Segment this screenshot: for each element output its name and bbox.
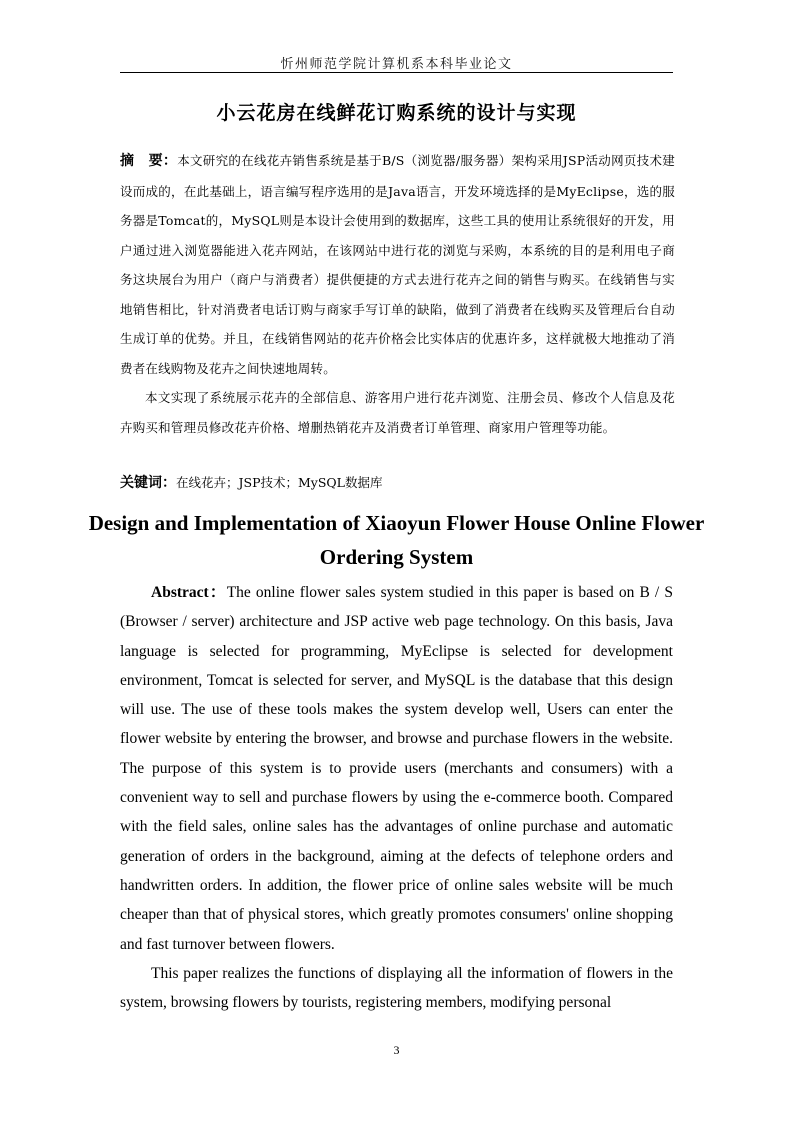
english-abstract-paragraph-2: This paper realizes the functions of displaying all the information of flowers in the system, browsing flowers by tourists, registering members, modifying personal bbox=[120, 964, 673, 1012]
chinese-abstract-paragraph-1 bbox=[120, 146, 675, 383]
keywords-label: 关键词： bbox=[120, 475, 176, 491]
english-abstract-text-1: The online flower sales system studied in this paper is based on B / S (Browser / server) architecture and JSP active web page technology. On this basis, Java language is selected for programming, MyEclipse is selected for development environment, Tomcat is selected for server, and MySQL is the database that this design will use. The use of these tools makes the system develop well, Users can enter the flower website by entering the browser, and browse and purchase flowers in the website. The purpose of this system is to provide users (merchants and consumers) with a convenient way to sell and purchase flowers by using the e-commerce booth. Compared with the field sales, online sales has the advantages of online purchase and automatic generation of orders in the background, aiming at the defects of telephone orders and handwritten orders. In addition, the flower price of online sales website will be much cheaper than that of physical stores, which greatly promotes consumers' online shopping and fast turnover between flowers. bbox=[120, 584, 673, 953]
chinese-abstract-text-1: 本文研究的在线花卉销售系统是基于B/S（浏览器/服务器）架构采用JSP活动网页技术建设而成的，在此基础上，语言编写程序选用的是Java语言，开发环境选择的是MyEclipse，选的服务器是Tomcat的，MySQL则是本设计会使用到的数据库，这些工具的使用让系统很好的开发，用户通过进入浏览器能进入花卉网站，在该网站中进行花的浏览与采购，本系统的目的是利用电子商务这块展台为用户（商户与消费者）提供便捷的方式去进行花卉之间的销售与购买。在线销售与实地销售相比，针对消费者电话订购与商家手写订单的缺陷，做到了消费者在线购买及管理后台自动生成订单的优势。并且，在线销售网站的花卉价格会比实体店的优惠许多，这样就极大地推动了消费者在线购物及花卉之间快速地周转。 bbox=[120, 153, 675, 376]
header-rule bbox=[120, 72, 673, 73]
running-header: 忻州师范学院计算机系本科毕业论文 bbox=[280, 57, 513, 72]
chinese-abstract-paragraph-2: 本文实现了系统展示花卉的全部信息、游客用户进行花卉浏览、注册会员、修改个人信息及花卉购买和管理员修改花卉价格、增删热销花卉及消费者订单管理、商家用户管理等功能。 bbox=[120, 390, 675, 435]
chinese-abstract-label: 摘 要： bbox=[120, 153, 178, 169]
english-abstract-label: Abstract： bbox=[151, 584, 227, 601]
page-number: 3 bbox=[393, 1043, 400, 1057]
english-title: Design and Implementation of Xiaoyun Flower House Online Flower Ordering System bbox=[88, 511, 705, 569]
english-abstract bbox=[120, 578, 673, 1017]
chinese-keywords bbox=[120, 470, 675, 496]
keywords-text: 在线花卉；JSP技术；MySQL数据库 bbox=[176, 475, 383, 490]
chinese-abstract bbox=[120, 146, 675, 442]
english-abstract-paragraph-1 bbox=[120, 578, 673, 959]
chinese-title: 小云花房在线鲜花订购系统的设计与实现 bbox=[216, 102, 577, 124]
